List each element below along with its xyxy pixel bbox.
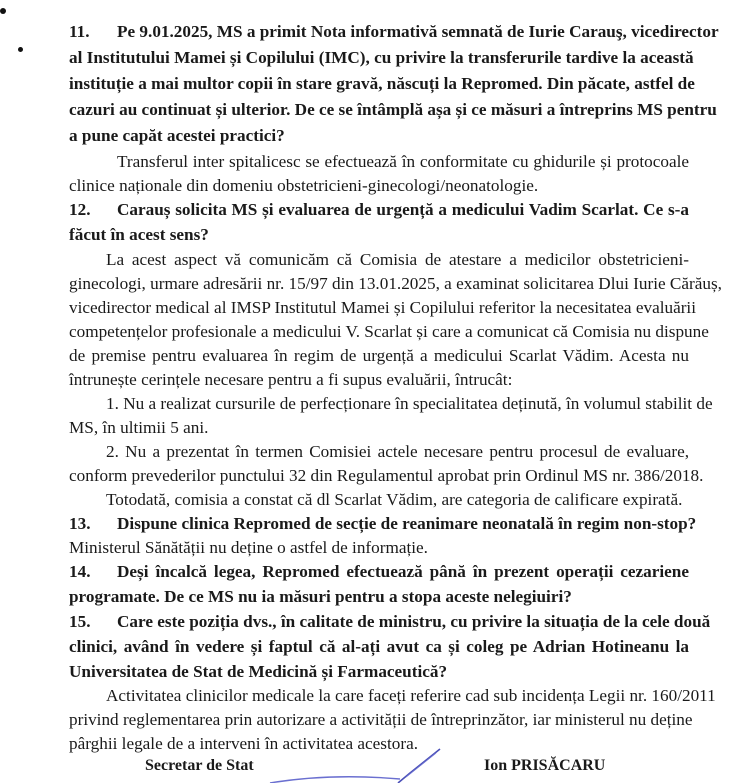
answer-12-list-item: 2. Nu a prezentat în termen Comisiei actele necesare pentru procesul de evaluare, — [106, 442, 689, 461]
question-11-line: cazuri au continuat și ulterior. De ce se întâmplă așa și ce măsuri a întreprins MS pentru — [69, 100, 717, 119]
answer-11-line: clinice naționale din domeniu obstetricieni-ginecologi/neonatologie. — [69, 176, 539, 195]
question-14-line: 14. Deși încalcă legea, Repromed efectuează până în prezent operații cezariene — [69, 562, 689, 581]
answer-12-line: competențelor profesionale a medicului V. Scarlat și care a comunicat că Comisia nu dispune — [69, 322, 709, 341]
item-number: 15. — [69, 612, 91, 631]
answer-12-line: întrunește cerințele necesare pentru a fi supus evaluării, întrucât: — [69, 370, 513, 389]
answer-12-line: ginecologi, urmare adresării nr. 15/97 din 13.01.2025, a examinat solicitarea Dlui Iurie Cărăuș, — [69, 274, 722, 293]
question-11-line: 11. Pe 9.01.2025, MS a primit Nota informativă semnată de Iurie Carauş, vicedirector — [69, 22, 719, 41]
answer-12-list-item: MS, în ultimii 5 ani. — [69, 418, 209, 437]
item-number: 14. — [69, 562, 91, 581]
answer-12-line: de premise pentru evaluarea în regim de urgență a medicului Scarlat Vădim. Acesta nu — [69, 346, 689, 365]
question-13-line: 13. Dispune clinica Repromed de secție de reanimare neonatală în regim non-stop? — [69, 514, 697, 533]
item-number: 13. — [69, 514, 91, 533]
question-14-line: programate. De ce MS nu ia măsuri pentru a stopa aceste nelegiuiri? — [69, 587, 572, 606]
answer-12-line: La acest aspect vă comunicăm că Comisia de atestare a medicilor obstetricieni- — [106, 250, 689, 269]
answer-12-list-item: 1. Nu a realizat cursurile de perfecționare în specialitatea deținută, în volumul stabilit de — [106, 394, 713, 413]
signatory-title: Secretar de Stat — [145, 757, 254, 774]
answer-15-line: pârghii legale de a interveni în activitatea acestora. — [69, 734, 418, 753]
handwritten-signature-icon — [250, 735, 470, 783]
answer-12-list-item: conform prevederilor punctului 32 din Regulamentul aprobat prin Ordinul MS nr. 386/2018. — [69, 466, 704, 485]
answer-12-line: vicedirector medical al IMSP Institutul Mamei și Copilului referitor la necesitatea evaluării — [69, 298, 696, 317]
margin-mark — [18, 47, 23, 52]
question-12-line: făcut în acest sens? — [69, 225, 209, 244]
question-15-line: Universitatea de Stat de Medicină și Farmaceutică? — [69, 662, 448, 681]
answer-13-line: Ministerul Sănătății nu deține o astfel de informație. — [69, 538, 428, 557]
question-12-line: 12. Carauș solicita MS și evaluarea de urgență a medicului Vadim Scarlat. Ce s-a — [69, 200, 689, 219]
question-11-line: al Institutului Mamei și Copilului (IMC), cu privire la transferurile tardive la această — [69, 48, 694, 67]
answer-12-line: Totodată, comisia a constat că dl Scarlat Vădim, are categoria de calificare expirată. — [106, 490, 683, 509]
item-number: 11. — [69, 22, 90, 41]
margin-mark — [0, 8, 6, 14]
answer-15-line: privind reglementarea prin autorizare a activității de întreprinzător, iar ministerul nu deține — [69, 710, 693, 729]
signatory-name: Ion PRISĂCARU — [484, 757, 606, 774]
item-number: 12. — [69, 200, 91, 219]
answer-11-line: Transferul inter spitalicesc se efectuează în conformitate cu ghidurile și protocoale — [117, 152, 689, 171]
answer-15-line: Activitatea clinicilor medicale la care faceți referire cad sub incidența Legii nr. 160/2011 — [106, 686, 716, 705]
question-15-line: clinici, având în vedere și faptul că al-ați avut ca și coleg pe Adrian Hotineanu la — [69, 637, 689, 656]
question-11-line: instituție a mai multor copii în stare gravă, născuți la Repromed. Din păcate, astfel de — [69, 74, 695, 93]
question-11-line: a pune capăt acestei practici? — [69, 126, 285, 145]
question-15-line: 15. Care este poziția dvs., în calitate de ministru, cu privire la situația de la cele două — [69, 612, 711, 631]
